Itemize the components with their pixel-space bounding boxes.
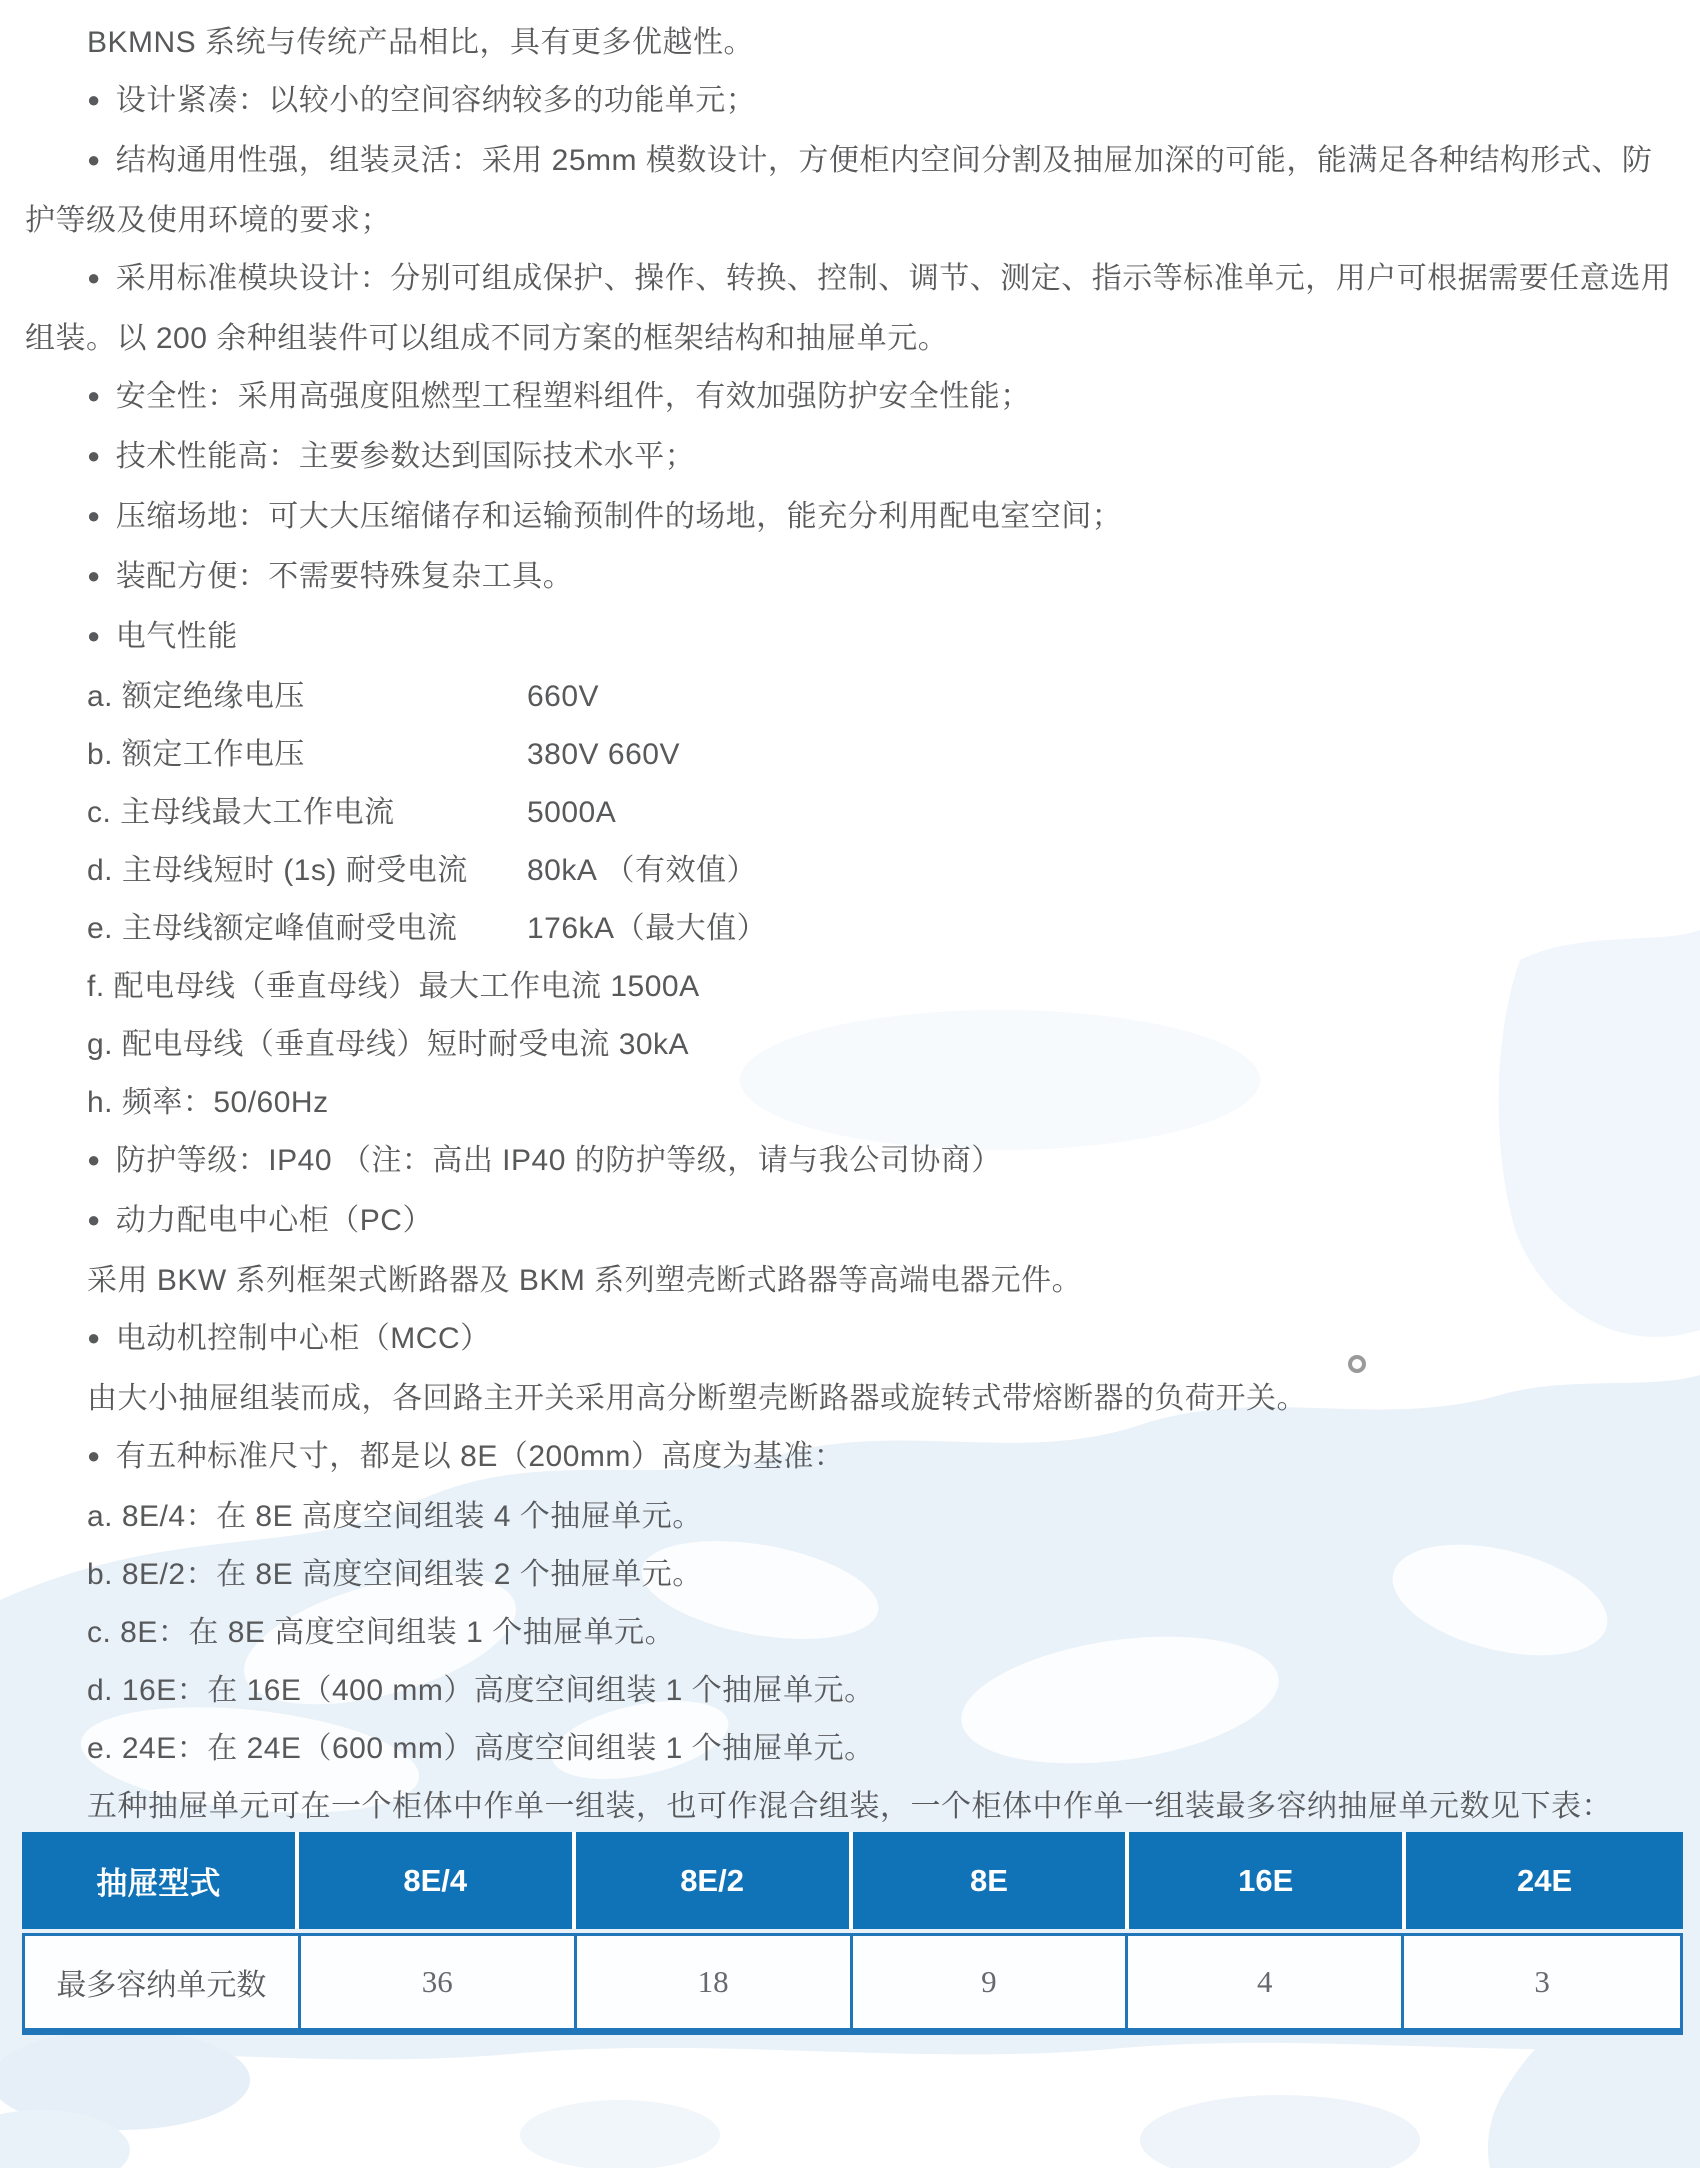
bullet-icon: ● xyxy=(87,623,101,648)
paragraph-text: 压缩场地：可大大压缩储存和运输预制件的场地，能充分利用配电室空间； xyxy=(115,500,1123,533)
bullet-icon: ● xyxy=(87,1207,101,1232)
content-area xyxy=(25,14,1677,1836)
table-data-row xyxy=(22,1933,1683,2035)
paragraph-text: 结构通用性强，组装灵活：采用 25mm 模数设计，方便柜内空间分割及抽屉加深的可能，能满足各种结构形式、防护等级及使用环境的要求； xyxy=(25,144,1653,237)
bullet-icon: ● xyxy=(87,383,101,408)
table-header-cell: 8E/2 xyxy=(576,1832,853,1929)
spec-label: d. 主母线短时 (1s) 耐受电流 xyxy=(87,854,468,887)
paragraph: h. 频率：50/60Hz xyxy=(87,1086,329,1119)
spec-paragraph xyxy=(25,726,1677,784)
spec-value: 5000A xyxy=(527,796,617,829)
table-data-cell: 36 xyxy=(301,1936,577,2028)
paragraph-text: 动力配电中心柜（PC） xyxy=(115,1204,433,1237)
bullet-icon: ● xyxy=(87,265,101,290)
paragraph-text: 设计紧凑：以较小的空间容纳较多的功能单元； xyxy=(115,84,757,117)
bullet-paragraph xyxy=(25,368,1677,428)
bullet-icon: ● xyxy=(87,87,101,112)
bullet-icon: ● xyxy=(87,443,101,468)
bullet-icon: ● xyxy=(87,503,101,528)
bullet-paragraph xyxy=(25,1310,1677,1370)
spec-value: 660V xyxy=(527,680,600,713)
bullet-paragraph xyxy=(25,250,1677,368)
spec-label: a. 额定绝缘电压 xyxy=(87,680,305,713)
paragraph: c. 8E：在 8E 高度空间组装 1 个抽屉单元。 xyxy=(87,1616,676,1649)
paragraph: BKMNS 系统与传统产品相比，具有更多优越性。 xyxy=(87,26,755,59)
spec-paragraph xyxy=(25,842,1677,900)
bullet-paragraph xyxy=(25,1428,1677,1488)
paragraph-text: 采用标准模块设计：分别可组成保护、操作、转换、控制、调节、测定、指示等标准单元，用户可根据需要任意选用组装。以 200 余种组装件可以组成不同方案的框架结构和抽屉单元。 xyxy=(25,262,1672,355)
paragraph: f. 配电母线（垂直母线）最大工作电流 1500A xyxy=(87,970,700,1003)
bullet-icon: ● xyxy=(87,147,101,172)
paragraph: e. 24E：在 24E（600 mm）高度空间组装 1 个抽屉单元。 xyxy=(87,1732,875,1765)
bullet-paragraph xyxy=(25,132,1677,250)
paragraph: a. 8E/4：在 8E 高度空间组装 4 个抽屉单元。 xyxy=(87,1500,703,1533)
paragraph: 由大小抽屉组装而成，各回路主开关采用高分断塑壳断路器或旋转式带熔断器的负荷开关。 xyxy=(87,1382,1307,1415)
paragraph-text: 电气性能 xyxy=(115,620,238,653)
table-header-cell: 16E xyxy=(1129,1832,1406,1929)
bullet-paragraph xyxy=(25,548,1677,608)
table-data-cell: 4 xyxy=(1128,1936,1404,2028)
spec-value: 176kA（最大值） xyxy=(527,912,768,945)
table-data-cell: 18 xyxy=(577,1936,853,2028)
table-header-cell: 抽屉型式 xyxy=(22,1832,299,1929)
spec-label: b. 额定工作电压 xyxy=(87,738,305,771)
spec-paragraph xyxy=(25,900,1677,958)
bullet-paragraph xyxy=(25,608,1677,668)
table-header-cell: 8E xyxy=(853,1832,1130,1929)
bullet-icon: ● xyxy=(87,1147,101,1172)
spec-value: 380V 660V xyxy=(527,738,680,771)
spec-paragraph xyxy=(25,784,1677,842)
paragraph: 五种抽屉单元可在一个柜体中作单一组装，也可作混合组装，一个柜体中作单一组装最多容纳抽屉单元数见下表： xyxy=(87,1790,1612,1823)
bullet-icon: ● xyxy=(87,1443,101,1468)
paragraph-text: 装配方便：不需要特殊复杂工具。 xyxy=(115,560,574,593)
paragraph: d. 16E：在 16E（400 mm）高度空间组装 1 个抽屉单元。 xyxy=(87,1674,875,1707)
paragraph: b. 8E/2：在 8E 高度空间组装 2 个抽屉单元。 xyxy=(87,1558,703,1591)
paragraph-text: 技术性能高：主要参数达到国际技术水平； xyxy=(115,440,696,473)
bullet-icon: ● xyxy=(87,1325,101,1350)
bullet-paragraph xyxy=(25,428,1677,488)
table-header-cell: 8E/4 xyxy=(299,1832,576,1929)
table-header-cell: 24E xyxy=(1516,1862,1573,1898)
paragraph: 采用 BKW 系列框架式断路器及 BKM 系列塑壳断式路器等高端电器元件。 xyxy=(87,1264,1083,1297)
capacity-table xyxy=(22,1832,1683,2035)
paragraph-text: 电动机控制中心柜（MCC） xyxy=(115,1322,491,1355)
paragraph-text: 安全性：采用高强度阻燃型工程塑料组件，有效加强防护安全性能； xyxy=(115,380,1031,413)
paragraph: g. 配电母线（垂直母线）短时耐受电流 30kA xyxy=(87,1028,690,1061)
spec-paragraph xyxy=(25,668,1677,726)
spec-value: 80kA （有效值） xyxy=(527,854,758,887)
bullet-paragraph xyxy=(25,72,1677,132)
table-row-label: 最多容纳单元数 xyxy=(25,1936,301,2028)
bullet-paragraph xyxy=(25,488,1677,548)
table-data-cell: 3 xyxy=(1404,1936,1680,2028)
bullet-icon: ● xyxy=(87,563,101,588)
bullet-paragraph xyxy=(25,1192,1677,1252)
bullet-paragraph xyxy=(25,1132,1677,1192)
paragraph-text: 有五种标准尺寸，都是以 8E（200mm）高度为基准： xyxy=(115,1440,845,1473)
table-header-row xyxy=(22,1832,1683,1929)
spec-label: c. 主母线最大工作电流 xyxy=(87,796,395,829)
paragraph-text: 防护等级：IP40 （注：高出 IP40 的防护等级，请与我公司协商） xyxy=(115,1144,1002,1177)
spec-label: e. 主母线额定峰值耐受电流 xyxy=(87,912,458,945)
table-data-cell: 9 xyxy=(853,1936,1129,2028)
